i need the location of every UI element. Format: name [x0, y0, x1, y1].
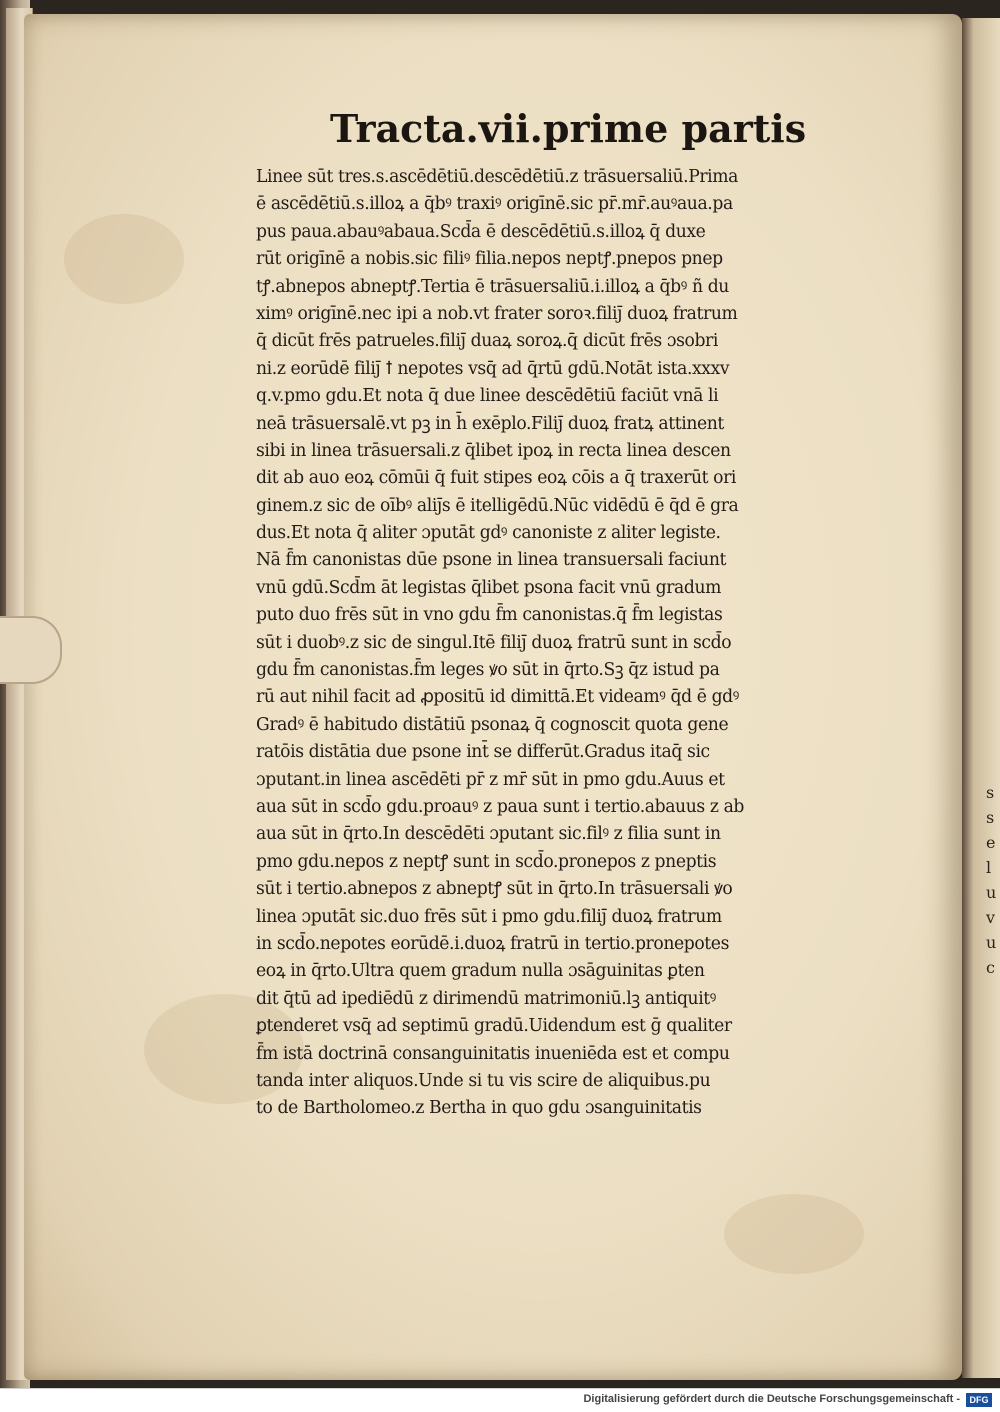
footer-credit: Digitalisierung gefördert durch die Deutsche Forschungsgemeinschaft - — [583, 1393, 960, 1405]
text-line: neā trāsuersalē.vt pꝫ in h̄ exēplo.Filiȷ̄ duoꝝ fratꝝ attinent — [256, 413, 724, 434]
text-line: puto duo frēs sūt in vno gdu f̄m canonistas.q̄ f̄m legistas — [256, 605, 723, 626]
text-line: aua sūt in scd̄o gdu.proauꝰ z paua sunt i tertio.abauus z ab — [256, 796, 745, 817]
text-line: pmo gdu.nepos z neptꝭ sunt in scd̄o.pronepos z pneptis — [256, 851, 717, 872]
text-line: ꝑtenderet vsq̄ ad septimū gradū.Uidendum est ḡ qualiter — [256, 1016, 732, 1037]
adjacent-page-fragment: s — [986, 808, 995, 827]
text-line: ximꝰ origīnē.nec ipi a nob.vt frater soroꝛ.filiȷ̄ duoꝝ fratrum — [256, 303, 738, 324]
text-line: rūt origīnē a nobis.sic filiꝰ filia.nepos neptꝭ.pnepos pnep — [256, 249, 723, 270]
text-line: in scd̄o.nepotes eorūdē.i.duoꝝ fratrū in tertio.pronepotes — [256, 933, 729, 954]
footer-bar — [0, 1388, 1000, 1412]
text-line: vnū gdū.Scd̄m āt legistas q̄libet psona facit vnū gradum — [256, 577, 722, 598]
text-line: rū aut nihil facit ad ꝓpositū id dimittā.Et videamꝰ q̄d ē gdꝰ — [256, 687, 739, 708]
adjacent-page-text — [986, 780, 1000, 980]
adjacent-page-fragment: u — [986, 883, 997, 902]
adjacent-page-fragment: u — [986, 933, 997, 952]
adjacent-page-fragment: l — [986, 858, 992, 877]
adjacent-page-edge — [962, 18, 1000, 1378]
adjacent-page-fragment: v — [986, 908, 996, 927]
text-line: tanda inter aliquos.Unde si tu vis scire de aliquibus.pu — [256, 1070, 711, 1091]
text-line: gdu f̄m canonistas.f̄m leges ꝟo sūt in q̄rto.Sꝫ q̄z istud pa — [256, 660, 720, 681]
text-line: ginem.z sic de oībꝰ aliȷ̄s ē itelligēdū.Nūc vidēdū ē q̄d ē gra — [256, 495, 739, 516]
text-line: sūt i duobꝰ.z sic de singul.Itē filiȷ̄ duoꝝ fratrū sunt in scd̄o — [256, 632, 732, 653]
text-line: aua sūt in q̄rto.In descēdēti ɔputant sic.filꝰ z filia sunt in — [256, 824, 721, 845]
text-line: dit q̄tū ad ipediēdū z dirimendū matrimoniū.lꝫ antiquitꝰ — [256, 988, 716, 1009]
text-line: sibi in linea trāsuersali.z q̄libet ipoꝝ in recta linea descen — [256, 440, 731, 461]
paper-stain — [724, 1194, 864, 1274]
page-text — [256, 164, 886, 1123]
text-line: ɔputant.in linea ascēdēti pr̄ z mr̄ sūt in pmo gdu.Auus et — [256, 769, 725, 790]
adjacent-page-fragment: s — [986, 783, 995, 802]
text-line: Nā f̄m canonistas dūe psone in linea transuersali faciunt — [256, 550, 727, 571]
paper-stain — [64, 214, 184, 304]
text-line: q̄ dicūt frēs patrueles.filiȷ̄ duaꝝ soroꝝ.q̄ dicūt frēs ɔsobri — [256, 331, 718, 352]
text-line: pus paua.abauꝰabaua.Scd̄a ē descēdētiū.s.illoꝝ q̄ duxe — [256, 221, 706, 242]
dfg-logo-icon: DFG — [966, 1393, 992, 1407]
text-line: q.v.pmo gdu.Et nota q̄ due linee descēdētiū faciūt vnā li — [256, 386, 719, 407]
text-line: dit ab auo eoꝝ cōmūi q̄ fuit stipes eoꝝ cōis a q̄ traxerūt ori — [256, 468, 737, 489]
text-line: linea ɔputāt sic.duo frēs sūt i pmo gdu.filiȷ̄ duoꝝ fratrum — [256, 906, 722, 927]
text-line: to de Bartholomeo.z Bertha in quo gdu ɔsanguinitatis — [256, 1098, 702, 1119]
text-line: tꝭ.abnepos abneptꝭ.Tertia ē trāsuersaliū.i.illoꝝ a q̄bꝰ ñ du — [256, 276, 729, 297]
text-line: sūt i tertio.abnepos z abneptꝭ sūt in q̄rto.In trāsuersali ꝟo — [256, 879, 733, 900]
text-line: ni.z eorūdē filiȷ̄ ꝉ nepotes vsq̄ ad q̄rtū gdū.Notāt ista.xxxv — [256, 358, 730, 379]
adjacent-page-fragment: c — [986, 958, 995, 977]
text-line: f̄m istā doctrinā consanguinitatis inueniēda est et compu — [256, 1043, 730, 1064]
text-line: Gradꝰ ē habitudo distātiū psonaꝝ q̄ cognoscit quota gene — [256, 714, 729, 735]
page-heading: Tracta.vii.prime partis — [330, 106, 807, 151]
text-line: Linee sūt tres.s.ascēdētiū.descēdētiū.z trāsuersaliū.Prima — [256, 167, 739, 187]
text-line: dus.Et nota q̄ aliter ɔputāt gdꝰ canoniste z aliter legiste. — [256, 523, 721, 544]
text-line: ratōis distātia due psone int̄ se differūt.Gradus itaq̄ sic — [256, 742, 710, 763]
book-clasp — [0, 616, 62, 684]
text-line: eoꝝ in q̄rto.Ultra quem gradum nulla ɔsāguinitas ꝑten — [256, 961, 705, 982]
adjacent-page-fragment: e — [986, 833, 996, 852]
text-line: ē ascēdētiū.s.illoꝝ a q̄bꝰ traxiꝰ origīnē.sic pr̄.mr̄.auꝰaua.pa — [256, 194, 733, 215]
